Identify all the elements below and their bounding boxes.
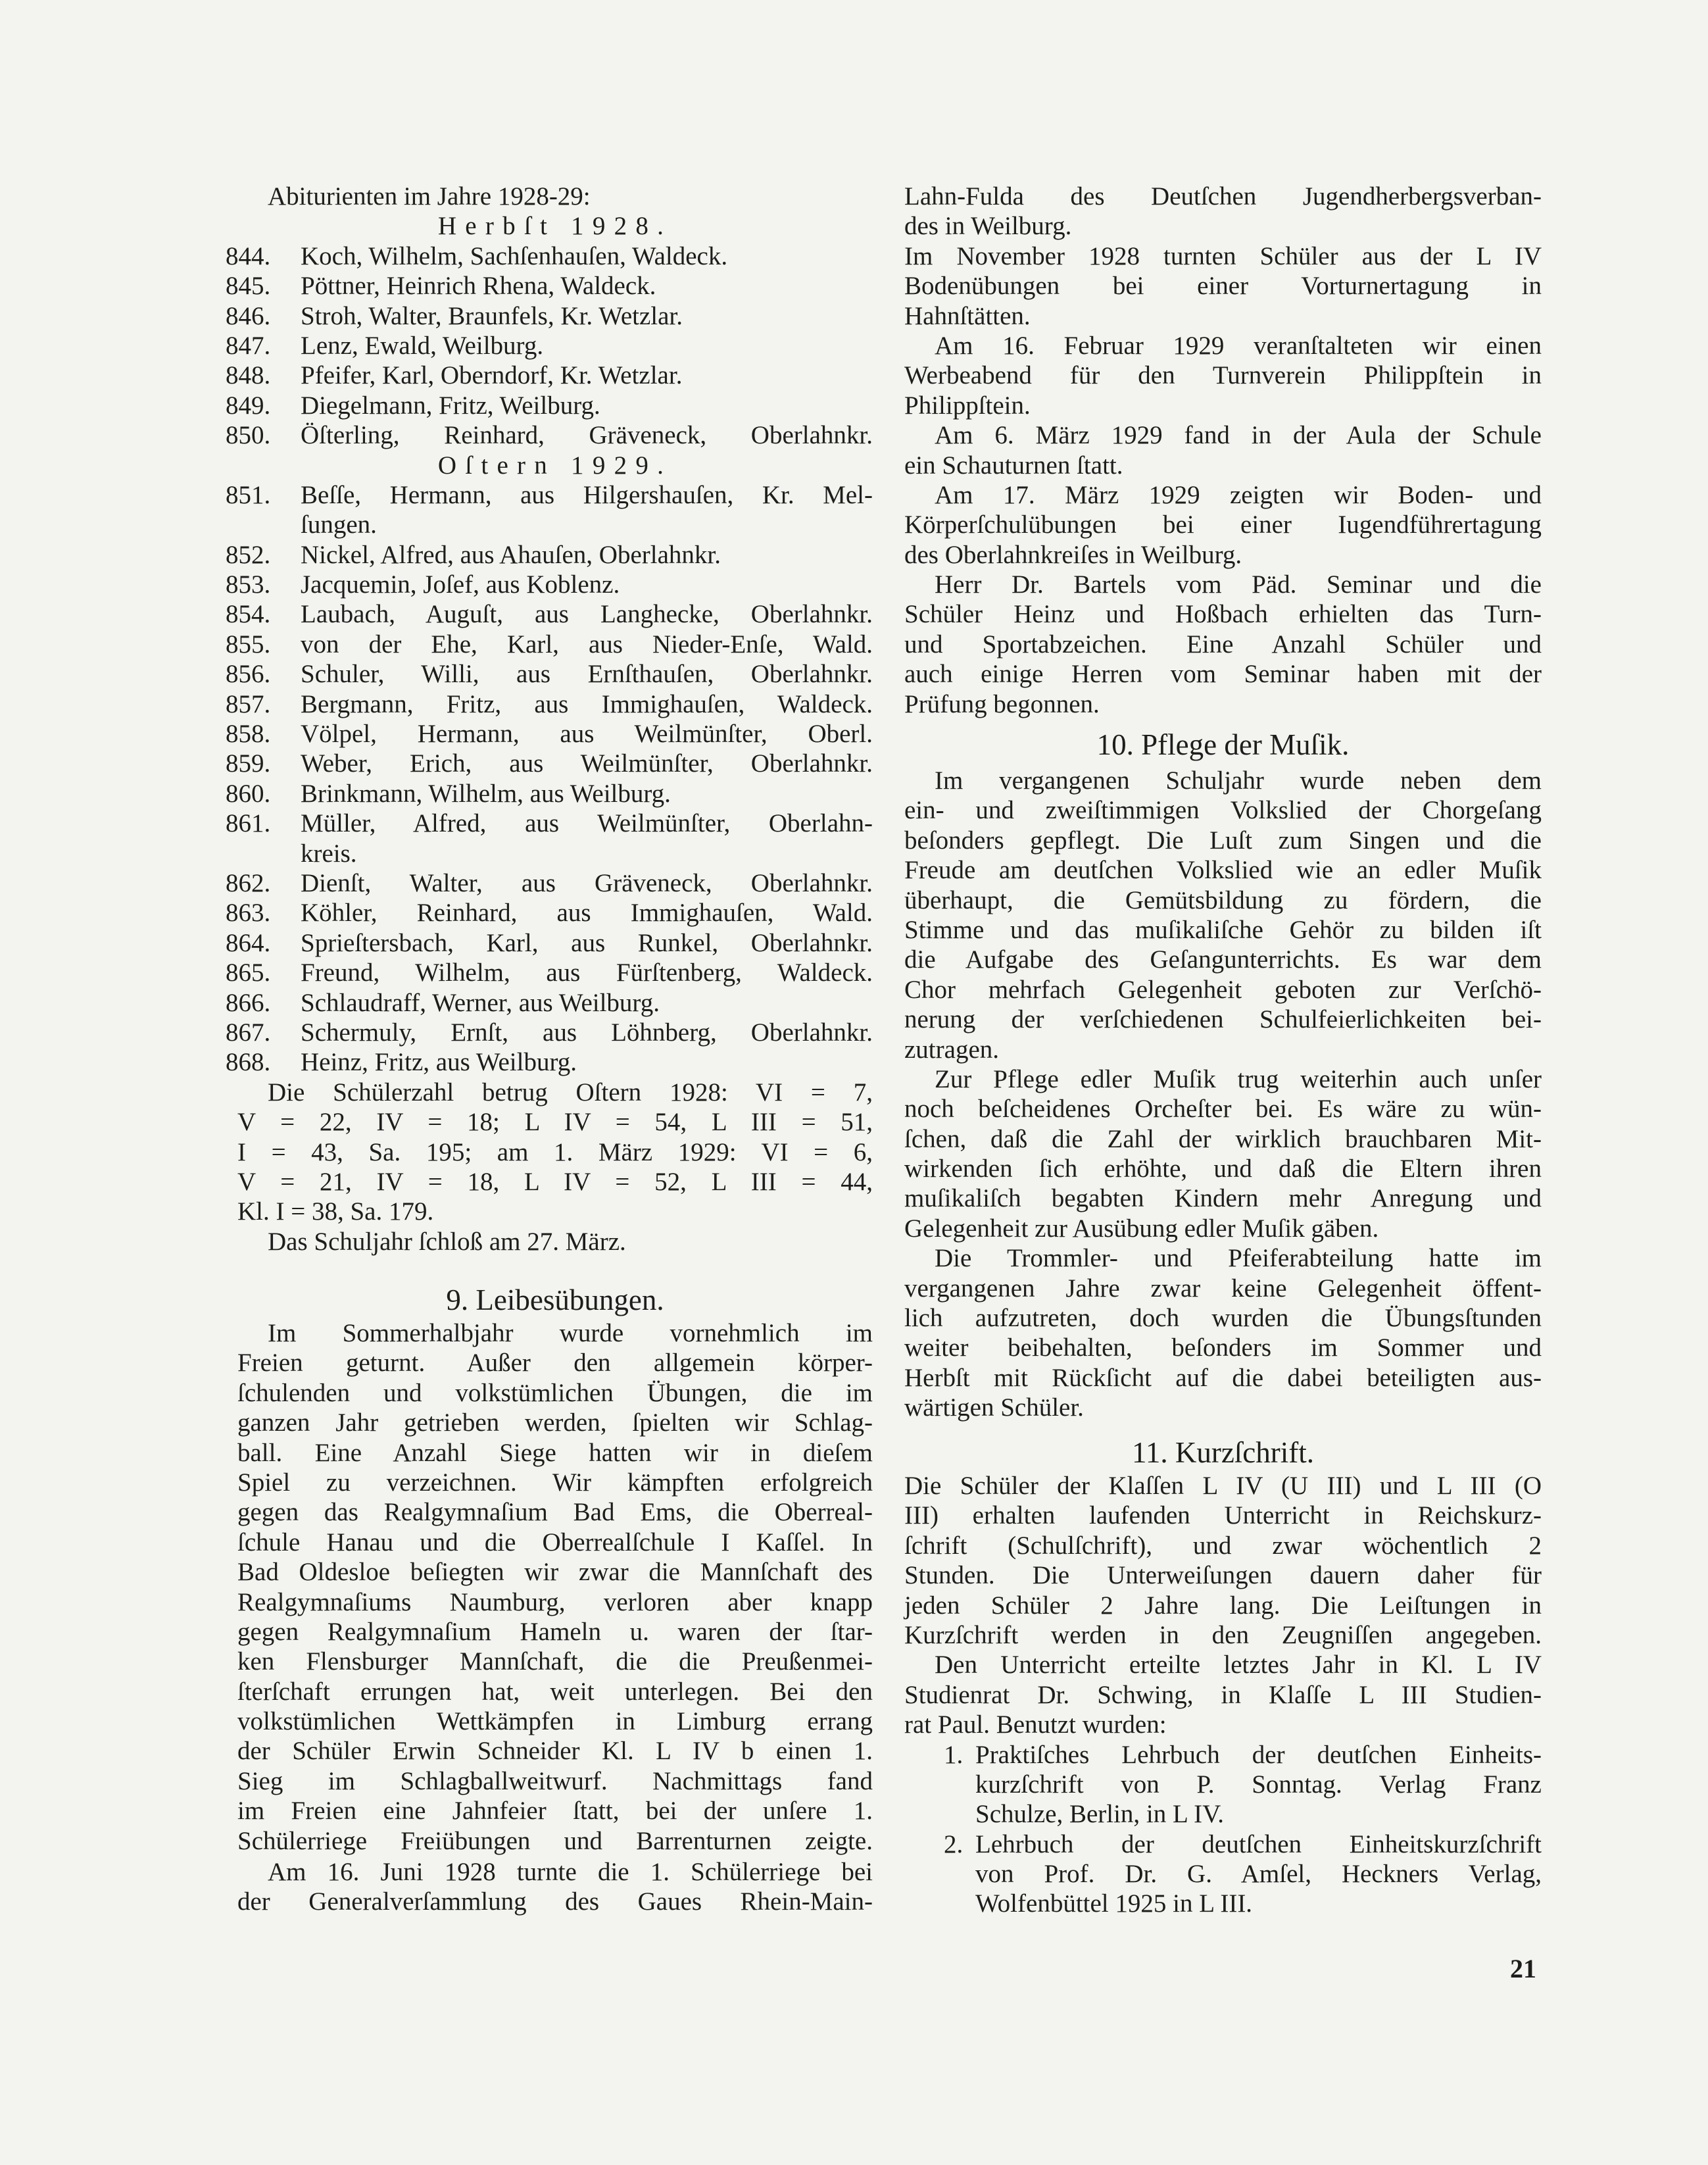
- section-9-paragraph: [226, 1318, 873, 1856]
- entry-number: 857.: [226, 689, 271, 718]
- text-line: Im vergangenen Schuljahr wurde neben dem: [935, 766, 1542, 795]
- text-line: Schüler Heinz und Hoßbach erhielten das Turn-: [904, 600, 1542, 629]
- entry-text: Müller, Alfred, aus Weilmünſter, Oberlahn-: [301, 809, 873, 838]
- numbered-entry: [226, 271, 873, 301]
- text-line: ball. Eine Anzahl Siege hatten wir in dieſem: [237, 1438, 873, 1467]
- entry-text: Laubach, Auguſt, aus Langhecke, Oberlahnkr.: [301, 600, 873, 629]
- text-line: ſchule Hanau und die Oberrealſchule I Kaſſel. In: [237, 1528, 873, 1556]
- numbered-entry: [904, 1829, 1542, 1859]
- entry-number: 848.: [226, 361, 271, 390]
- entry-text: Pfeifer, Karl, Oberndorf, Kr. Wetzlar.: [301, 361, 683, 390]
- entry-number: 852.: [226, 540, 271, 569]
- entry-text: Beſſe, Hermann, aus Hilgershauſen, Kr. Mel-: [301, 480, 873, 509]
- entry-number: 866.: [226, 988, 271, 1017]
- text-line: von Prof. Dr. G. Amſel, Heckners Verlag,: [975, 1860, 1542, 1889]
- entry-text: Koch, Wilhelm, Sachſenhauſen, Waldeck.: [301, 241, 728, 270]
- numbered-entry: [226, 898, 873, 928]
- text-line: Die Schülerzahl betrug Oſtern 1928: VI = 7,: [268, 1078, 873, 1107]
- entry-text: Schermuly, Ernſt, aus Löhnberg, Oberlahnkr.: [301, 1018, 873, 1047]
- text-line: Philippſtein.: [904, 391, 1031, 420]
- entry-text: Brinkmann, Wilhelm, aus Weilburg.: [301, 779, 671, 808]
- subheading: Herbſt 1928.: [437, 212, 673, 241]
- text-line: lich aufzutreten, doch wurden die Übungsſtunden: [904, 1304, 1542, 1333]
- numbered-entry: [226, 809, 873, 838]
- text-line: Kl. I = 38, Sa. 179.: [237, 1197, 434, 1226]
- left-column: [226, 0, 873, 2165]
- text-line: weiter beibehalten, beſonders im Sommer und: [904, 1333, 1542, 1362]
- numbered-entry: [226, 570, 873, 599]
- text-line: muſikaliſch begabten Kindern mehr Anregung und: [904, 1184, 1542, 1213]
- text-line: Die Schüler der Klaſſen L IV (U III) und L III (O: [904, 1472, 1542, 1500]
- text-line: jeden Schüler 2 Jahre lang. Die Leiſtungen in: [904, 1591, 1542, 1620]
- entry-text: Pöttner, Heinrich Rhena, Waldeck.: [301, 272, 656, 301]
- section-heading: 11. Kurzſchrift.: [1132, 1436, 1314, 1469]
- section-9-continuation: [904, 182, 1542, 719]
- numbered-entry: [226, 331, 873, 361]
- text-line: wirkenden ſich erhöhte, und daß die Eltern ihren: [904, 1155, 1542, 1183]
- text-line: Freude am deutſchen Volkslied wie an edler Muſik: [904, 856, 1542, 885]
- numbered-entry: [226, 689, 873, 719]
- entry-number: 859.: [226, 749, 271, 778]
- text-line: Sieg im Schlagballweitwurf. Nachmittags fand: [237, 1766, 873, 1795]
- page-number: 21: [1510, 1954, 1536, 1983]
- text-line: Werbeabend für den Turnverein Philippſtein in: [904, 361, 1542, 390]
- numbered-entry: [226, 301, 873, 331]
- text-line: ſungen.: [301, 510, 377, 539]
- entry-number: 862.: [226, 868, 271, 897]
- text-line: Bodenübungen bei einer Vorturnertagung in: [904, 272, 1542, 301]
- text-line: ken Flensburger Mannſchaft, die die Preußenmei-: [237, 1647, 873, 1676]
- text-line: Gelegenheit zur Ausübung edler Muſik gäben.: [904, 1214, 1379, 1243]
- entry-text: Köhler, Reinhard, aus Immighauſen, Wald.: [301, 899, 873, 928]
- text-line: Schülerriege Freiübungen und Barrenturnen zeigte.: [237, 1826, 873, 1855]
- numbered-entry: [226, 391, 873, 420]
- text-line: beſonders gepflegt. Die Luſt zum Singen und die: [904, 826, 1542, 855]
- entry-text: Dienſt, Walter, aus Gräveneck, Oberlahnkr.: [301, 868, 873, 897]
- text-line: Am 6. März 1929 fand in der Aula der Schule: [935, 421, 1542, 450]
- entry-text: Schuler, Willi, aus Ernſthauſen, Oberlahnkr.: [301, 660, 873, 689]
- text-line: des in Weilburg.: [904, 212, 1072, 241]
- entry-number: 865.: [226, 958, 271, 987]
- numbered-entry: [226, 241, 873, 271]
- text-line: der Schüler Erwin Schneider Kl. L IV b einen 1.: [237, 1737, 873, 1766]
- text-line: Am 17. März 1929 zeigten wir Boden- und: [935, 480, 1542, 509]
- text-line: ganzen Jahr getrieben werden, ſpielten wir Schlag-: [237, 1408, 873, 1437]
- entry-text: Sprieſtersbach, Karl, aus Runkel, Oberlahnkr.: [301, 928, 873, 957]
- entry-number: 867.: [226, 1018, 271, 1047]
- text-line: Herbſt mit Rückſicht auf die dabei beteiligten aus-: [904, 1363, 1542, 1392]
- numbered-entry: [226, 719, 873, 749]
- text-line: Das Schuljahr ſchloß am 27. März.: [268, 1227, 626, 1256]
- text-line: wärtigen Schüler.: [904, 1393, 1084, 1422]
- numbered-entry: [226, 361, 873, 390]
- entry-number: 864.: [226, 928, 271, 957]
- subheading: Oſtern 1929.: [437, 451, 673, 480]
- text-line: V = 22, IV = 18; L IV = 54, L III = 51,: [237, 1108, 873, 1137]
- text-line: kurzſchrift von P. Sonntag. Verlag Franz: [975, 1770, 1542, 1799]
- entry-number: 851.: [226, 480, 271, 509]
- entry-text: Lehrbuch der deutſchen Einheitskurzſchrift: [975, 1829, 1542, 1858]
- text-line: zutragen.: [904, 1035, 1000, 1064]
- text-line: Am 16. Juni 1928 turnte die 1. Schülerriege bei: [268, 1858, 873, 1886]
- entry-text: Stroh, Walter, Braunfels, Kr. Wetzlar.: [301, 301, 683, 330]
- text-line: Realgymnaſiums Naumburg, verloren aber knapp: [237, 1587, 873, 1616]
- text-line: ſterſchaft errungen hat, weit unterlegen. Bei den: [237, 1677, 873, 1706]
- numbered-entry: [226, 749, 873, 778]
- right-column: [904, 0, 1542, 2165]
- entry-text: Praktiſches Lehrbuch der deutſchen Einheits-: [975, 1740, 1542, 1769]
- text-line: Stimme und das muſikaliſche Gehör zu bilden iſt: [904, 915, 1542, 944]
- text-line: volkstümlichen Wettkämpfen in Limburg errang: [237, 1707, 873, 1736]
- section-10-heading: [904, 728, 1542, 762]
- text-line: Im November 1928 turnten Schüler aus der L IV: [904, 241, 1542, 270]
- numbered-entry: [226, 659, 873, 689]
- text-line: Hahnſtätten.: [904, 301, 1031, 330]
- text-line: gegen das Realgymnaſium Bad Ems, die Oberreal-: [237, 1498, 873, 1527]
- text-line: auch einige Herren vom Seminar haben mit der: [904, 660, 1542, 689]
- entry-text: Bergmann, Fritz, aus Immighauſen, Waldeck.: [301, 689, 873, 718]
- entry-number: 868.: [226, 1048, 271, 1077]
- text-line: Kurzſchrift werden in den Zeugniſſen angegeben.: [904, 1620, 1542, 1649]
- section-11-heading: [904, 1435, 1542, 1470]
- text-line: noch beſcheidenes Orcheſter bei. Es wäre zu wün-: [904, 1095, 1542, 1124]
- section-heading: 10. Pflege der Muſik.: [1096, 728, 1350, 761]
- entry-number: 845.: [226, 272, 271, 301]
- text-line: Bad Oldesloe beſiegten wir zwar die Mannſchaft des: [237, 1558, 873, 1587]
- entry-number: 858.: [226, 720, 271, 749]
- text-line: der Generalverſammlung des Gaues Rhein-Main-: [237, 1887, 873, 1916]
- entry-text: Öſterling, Reinhard, Gräveneck, Oberlahnkr.: [301, 421, 873, 450]
- entry-number: 849.: [226, 391, 271, 420]
- numbered-entry: [226, 540, 873, 570]
- text-line: Studienrat Dr. Schwing, in Klaſſe L III Studien-: [904, 1680, 1542, 1709]
- numbered-entry: [226, 868, 873, 898]
- text-line: kreis.: [301, 839, 357, 868]
- text-line: III) erhalten laufenden Unterricht in Reichskurz-: [904, 1501, 1542, 1530]
- section-heading: 9. Leibesübungen.: [446, 1283, 664, 1316]
- text-line: Freien geturnt. Außer den allgemein körper-: [237, 1349, 873, 1378]
- text-line: Abiturienten im Jahre 1928-29:: [268, 182, 591, 211]
- text-line: ſchen, daß die Zahl der wirklich brauchbaren Mit-: [904, 1124, 1542, 1153]
- text-line: V = 21, IV = 18, L IV = 52, L III = 44,: [237, 1167, 873, 1196]
- section-11-paragraphs: [904, 1471, 1542, 1919]
- text-line: Den Unterricht erteilte letztes Jahr in Kl. L IV: [935, 1651, 1542, 1680]
- numbered-entry: [226, 988, 873, 1018]
- entry-text: Diegelmann, Fritz, Weilburg.: [301, 391, 600, 420]
- numbered-entry: [226, 1018, 873, 1047]
- text-line: ein Schauturnen ſtatt.: [904, 451, 1123, 480]
- section-9-heading: [226, 1283, 873, 1317]
- text-line: überhaupt, die Gemütsbildung zu fördern, die: [904, 885, 1542, 914]
- entry-number: 861.: [226, 809, 271, 838]
- text-line: im Freien eine Jahnfeier ſtatt, bei der unſere 1.: [237, 1797, 873, 1826]
- numbered-entry: [226, 420, 873, 450]
- text-line: ein- und zweiſtimmigen Volkslied der Chorgeſang: [904, 796, 1542, 825]
- entry-number: 854.: [226, 600, 271, 629]
- section-10-paragraphs: [904, 766, 1542, 1423]
- entry-text: Weber, Erich, aus Weilmünſter, Oberlahnkr.: [301, 749, 873, 778]
- text-line: Spiel zu verzeichnen. Wir kämpften erfolgreich: [237, 1468, 873, 1497]
- numbered-entry: [904, 1740, 1542, 1770]
- entry-number: 2.: [944, 1829, 964, 1858]
- text-line: nerung der verſchiedenen Schulfeierlichkeiten bei-: [904, 1005, 1542, 1034]
- text-line: gegen Realgymnaſium Hameln u. waren der ſtar-: [237, 1617, 873, 1646]
- text-line: die Aufgabe des Geſangunterrichts. Es war dem: [904, 945, 1542, 974]
- entry-text: Freund, Wilhelm, aus Fürſtenberg, Waldeck.: [301, 958, 873, 987]
- text-line: Schulze, Berlin, in L IV.: [975, 1800, 1225, 1829]
- text-line: und Sportabzeichen. Eine Anzahl Schüler und: [904, 630, 1542, 659]
- text-line: Wolfenbüttel 1925 in L III.: [975, 1889, 1253, 1918]
- entry-number: 850.: [226, 421, 271, 450]
- entry-number: 853.: [226, 570, 271, 599]
- entry-text: von der Ehe, Karl, aus Nieder-Enſe, Wald.: [301, 630, 873, 659]
- text-line: Zur Pflege edler Muſik trug weiterhin auch unſer: [935, 1064, 1542, 1093]
- numbered-entry: [226, 779, 873, 809]
- text-line: rat Paul. Benutzt wurden:: [904, 1710, 1167, 1739]
- text-line: ſchulenden und volkstümlichen Übungen, die im: [237, 1378, 873, 1407]
- entry-text: Schlaudraff, Werner, aus Weilburg.: [301, 988, 660, 1017]
- entry-number: 1.: [944, 1740, 964, 1769]
- text-line: Prüfung begonnen.: [904, 689, 1100, 718]
- text-line: des Oberlahnkreiſes in Weilburg.: [904, 540, 1242, 569]
- entry-text: Völpel, Hermann, aus Weilmünſter, Oberl.: [301, 720, 873, 749]
- entry-text: Jacquemin, Joſef, aus Koblenz.: [301, 570, 620, 599]
- text-line: I = 43, Sa. 195; am 1. März 1929: VI = 6,: [237, 1137, 873, 1166]
- text-line: Lahn-Fulda des Deutſchen Jugendherbergsverban-: [904, 182, 1542, 211]
- entry-text: Heinz, Fritz, aus Weilburg.: [301, 1048, 577, 1077]
- entry-number: 847.: [226, 331, 271, 360]
- entry-number: 856.: [226, 660, 271, 689]
- numbered-entry: [226, 599, 873, 629]
- text-line: ſchrift (Schulſchrift), und zwar wöchentlich 2: [904, 1531, 1542, 1560]
- numbered-entry: [226, 928, 873, 958]
- text-line: Im Sommerhalbjahr wurde vornehmlich im: [268, 1319, 873, 1347]
- text-line: Herr Dr. Bartels vom Päd. Seminar und die: [935, 570, 1542, 599]
- text-line: Körperſchulübungen bei einer Iugendführertagung: [904, 510, 1542, 539]
- section-9-paragraph-2: [226, 1857, 873, 1917]
- entry-number: 846.: [226, 301, 271, 330]
- entry-number: 863.: [226, 899, 271, 928]
- graduates-section: [226, 182, 873, 1257]
- entry-text: Nickel, Alfred, aus Ahauſen, Oberlahnkr.: [301, 540, 721, 569]
- entry-number: 860.: [226, 779, 271, 808]
- numbered-entry: [226, 958, 873, 987]
- text-line: Stunden. Die Unterweiſungen dauern daher für: [904, 1561, 1542, 1590]
- numbered-entry: [226, 1047, 873, 1077]
- numbered-entry: [226, 630, 873, 659]
- entry-number: 844.: [226, 241, 271, 270]
- entry-text: Lenz, Ewald, Weilburg.: [301, 331, 544, 360]
- text-line: Die Trommler- und Pfeiferabteilung hatte im: [935, 1244, 1542, 1273]
- text-line: Am 16. Februar 1929 veranſtalteten wir einen: [935, 331, 1542, 360]
- text-line: vergangenen Jahre zwar keine Gelegenheit öffent-: [904, 1274, 1542, 1303]
- numbered-entry: [226, 480, 873, 510]
- entry-number: 855.: [226, 630, 271, 659]
- text-line: Chor mehrfach Gelegenheit geboten zur Verſchö-: [904, 975, 1542, 1004]
